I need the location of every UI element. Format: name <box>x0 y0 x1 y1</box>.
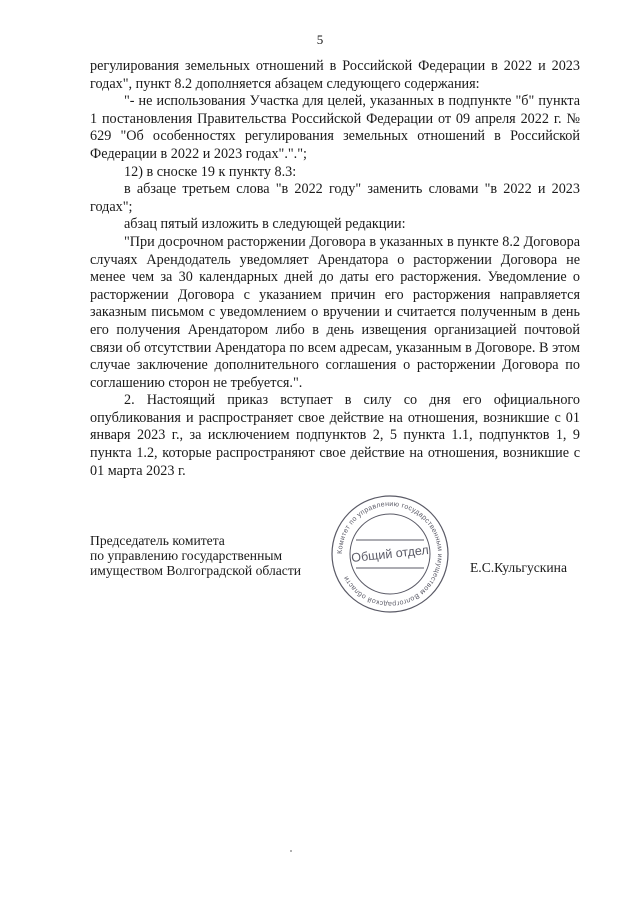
paragraph: абзац пятый изложить в следующей редакции: <box>124 216 406 233</box>
signatory-name: Е.С.Кульгускина <box>470 560 567 575</box>
scan-speck <box>290 850 292 852</box>
official-stamp <box>328 492 452 616</box>
position-line: Председатель комитета <box>90 533 225 548</box>
paragraph: 2. Настоящий приказ вступает в силу со дня его официального опубликования и распространяет свое действие на отношения, возникшие с 01 января 2023 г., за исключением подпунктов 2, 5 пункта 1.1, подпунктов 1, 9 пункта 1.2, которые распространяют свое действие на отношения, возникшие с 01 марта 2023 г. <box>90 392 580 479</box>
paragraph: "- не использования Участка для целей, указанных в подпункте "б" пункта 1 постановления Правительства Российской Федерации от 09 апреля 2022 г. № 629 "Об особенностях регулирования земельных отношений в Российской Федерации в 2022 и 2023 годах"."."; <box>90 93 580 162</box>
paragraph: регулирования земельных отношений в Российской Федерации в 2022 и 2023 годах", пункт 8.2 дополняется абзацем следующего содержания: <box>90 58 580 92</box>
stamp-ring-text: Комитет по управлению государственным имуществом Волгоградской области <box>336 500 444 608</box>
paragraph: 12) в сноске 19 к пункту 8.3: <box>124 163 297 180</box>
position-line: по управлению государственным <box>90 548 283 563</box>
paragraph: "При досрочном расторжении Договора в указанных в пункте 8.2 Договора случаях Арендодатель уведомляет Арендатора о расторжении Договора не менее чем за 30 календарных дней до даты его расторжения. Уведомление о расторжении Договора с указанием причин его расторжения направляется заказным письмом с уведомлением о вручении и считается полученным в день его получения Арендатором либо в день извещения организацией почтовой связи об отсутствии Арендатора по всем адресам, указанным в Договоре. В этом случае заключение дополнительного соглашения о расторжении Договора по соглашению сторон не требуется.". <box>90 233 580 391</box>
signatory-position <box>90 533 301 578</box>
paragraph: в абзаце третьем слова "в 2022 году" заменить словами "в 2022 и 2023 годах"; <box>90 181 580 215</box>
position-line: имуществом Волгоградской области <box>90 563 302 578</box>
document-body <box>90 58 580 480</box>
page-number: 5 <box>316 32 324 47</box>
stamp-center-text: Общий отдел <box>350 542 430 566</box>
